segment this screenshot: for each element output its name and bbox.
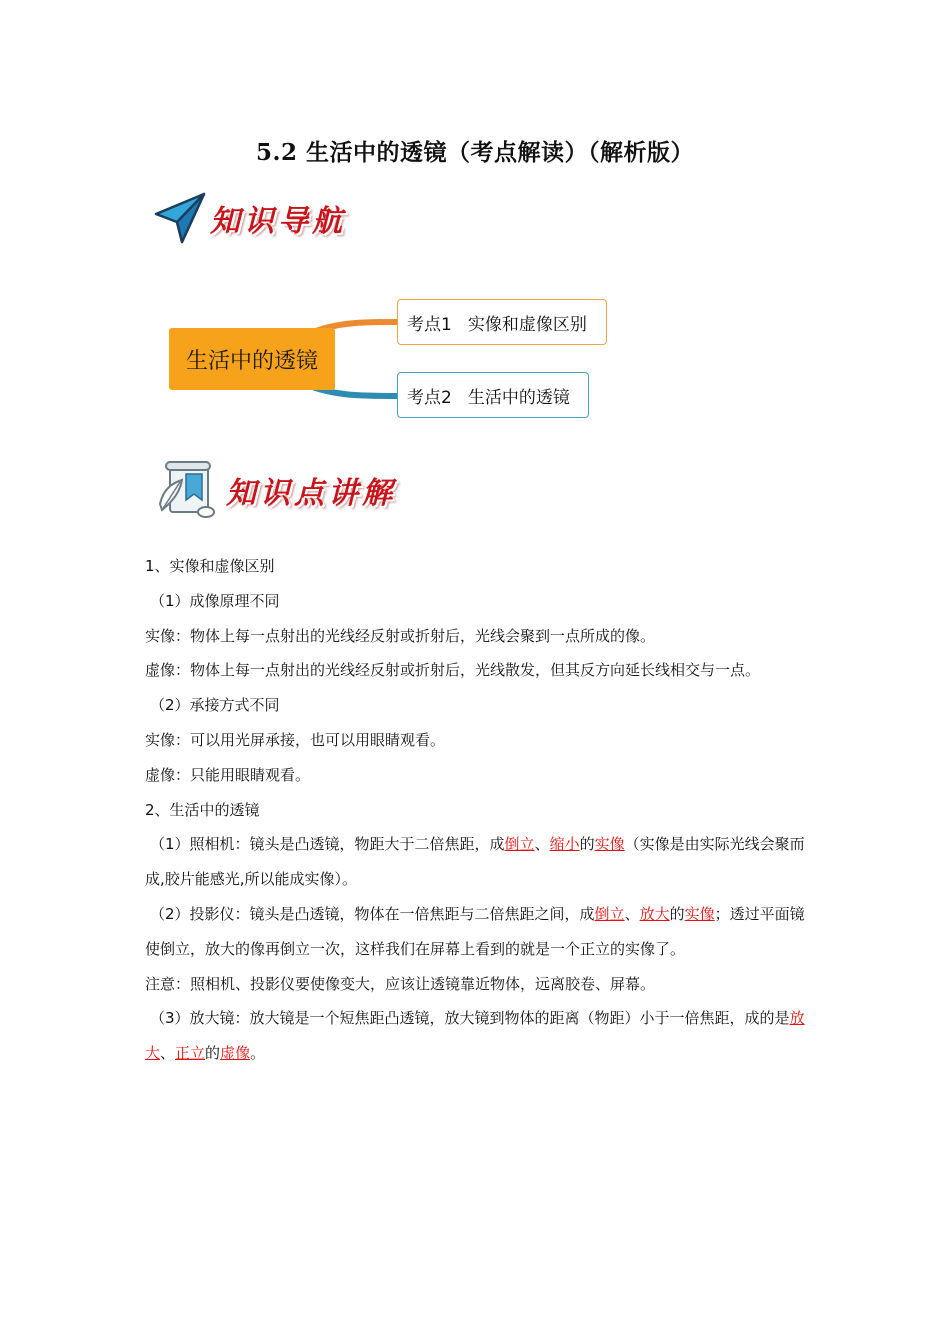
mindmap-node-1 [397,299,607,345]
paragraph: 实像：物体上每一点射出的光线经反射或折射后，光线会聚到一点所成的像。 [145,626,656,645]
text-run: ；透过平面镜使倒立，放大的像再倒立一次，这样我们在屏幕上看到的就是一个正立的实像了。 [145,904,805,958]
banner-title: 知识导航 [210,204,346,239]
highlight-keyword: 放大 [639,904,670,923]
mindmap-root: 生活中的透镜 [169,328,335,390]
scroll-quill-icon [156,460,218,520]
highlight-keyword: 倒立 [594,904,625,923]
highlight-keyword: 放大 [145,1009,805,1063]
highlight-keyword: 倒立 [504,835,535,854]
mindmap-node-2 [397,372,589,418]
text-run: （3）放大镜：放大镜是一个短焦距凸透镜，放大镜到物体的距离（物距）小于一倍焦距，成的是 [150,1009,790,1028]
projector-paragraph [145,897,810,967]
text-run: 。 [250,1044,266,1063]
node-label: 考点1 [407,314,452,335]
subheading: （1）成像原理不同 [150,591,280,610]
camera-paragraph [145,827,810,897]
text-run: （实像是由实际光线会聚而成,胶片能感光,所以能成实像）。 [145,835,805,889]
knowledge-explain-banner [156,460,396,520]
text-run: （1）照相机：镜头是凸透镜，物距大于二倍焦距，成 [150,835,505,854]
text-run: 、 [160,1044,176,1063]
highlight-keyword: 虚像 [220,1044,251,1063]
paragraph: 实像：可以用光屏承接，也可以用眼睛观看。 [145,730,446,749]
page-title: 5.2 生活中的透镜（考点解读）（解析版） [255,139,695,166]
node-label: 考点2 [407,387,452,408]
highlight-keyword: 正立 [175,1044,206,1063]
content-body [145,549,810,1071]
text-run: （2）投影仪：镜头是凸透镜，物体在一倍焦距与二倍焦距之间，成 [150,904,595,923]
note-paragraph: 注意：照相机、投影仪要使像变大，应该让透镜靠近物体，远离胶卷、屏幕。 [145,974,656,993]
banner-title: 知识点讲解 [226,476,396,511]
text-run: 、 [624,904,640,923]
node-text: 实像和虚像区别 [467,314,587,335]
text-run: 的 [579,835,595,854]
highlight-keyword: 缩小 [549,835,580,854]
section-heading: 2、生活中的透镜 [145,800,260,819]
section-heading: 1、实像和虚像区别 [145,557,275,575]
highlight-keyword: 实像 [684,904,715,923]
paragraph: 虚像：只能用眼睛观看。 [145,765,311,784]
text-run: 的 [205,1044,221,1063]
highlight-keyword: 实像 [594,835,625,854]
paragraph: 虚像：物体上每一点射出的光线经反射或折射后，光线散发，但其反方向延长线相交与一点。 [145,661,761,680]
node-text: 生活中的透镜 [467,387,570,408]
text-run: 的 [669,904,685,923]
subheading: （2）承接方式不同 [150,696,280,715]
text-run: 、 [534,835,550,854]
magnifier-paragraph [145,1001,810,1071]
